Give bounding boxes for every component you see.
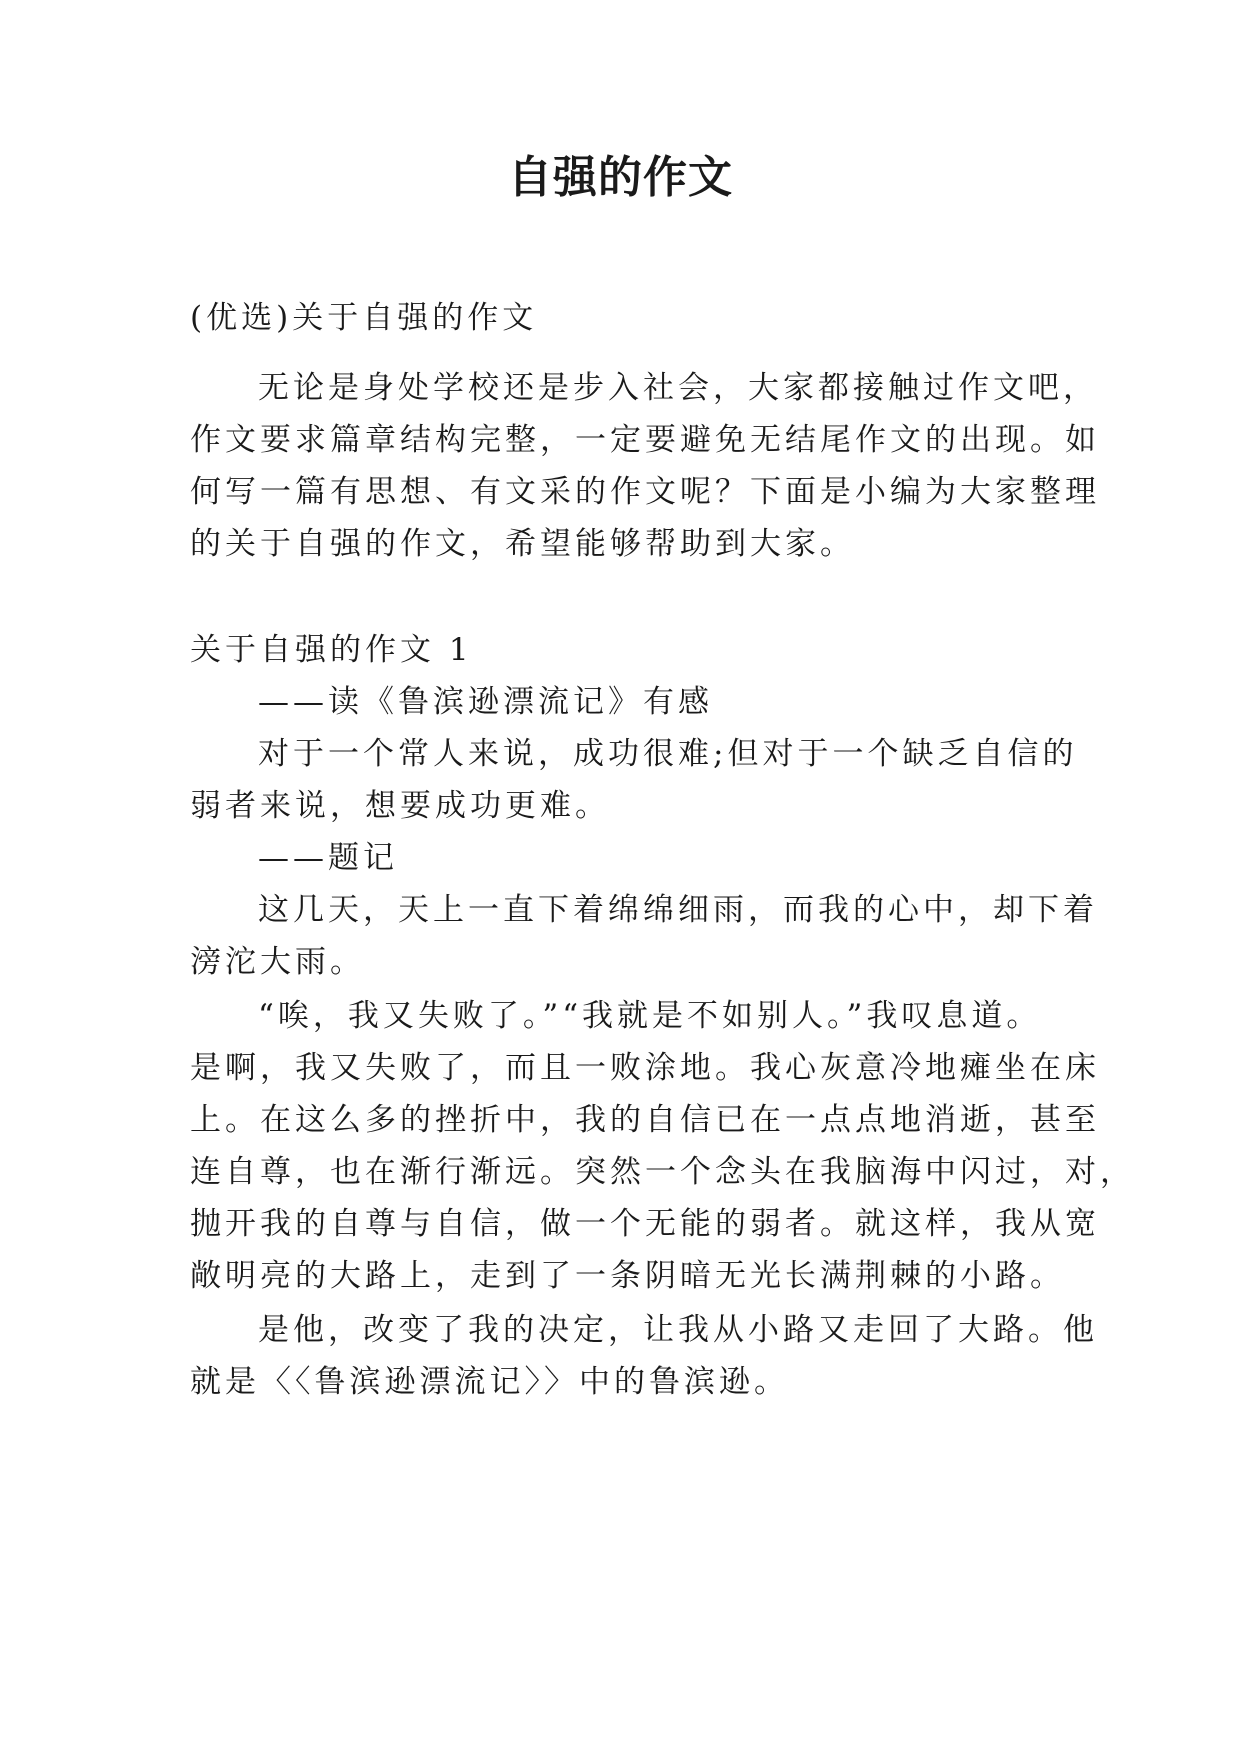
- section-heading: 关于自强的作文 1: [190, 632, 473, 668]
- paragraph-3-line-2: 就是〈〈鲁滨逊漂流记〉〉中的鲁滨逊。: [190, 1364, 789, 1400]
- paragraph-2-line-5: 抛开我的自尊与自信，做一个无能的弱者。就这样，我从宽: [190, 1206, 1100, 1242]
- section-subtitle: ——读《鲁滨逊漂流记》有感: [258, 684, 713, 720]
- intro-line-4: 的关于自强的作文，希望能够帮助到大家。: [190, 526, 855, 562]
- paragraph-1-line-2: 滂沱大雨。: [190, 944, 365, 980]
- intro-line-1: 无论是身处学校还是步入社会，大家都接触过作文吧，: [258, 370, 1098, 406]
- intro-line-3: 何写一篇有思想、有文采的作文呢？下面是小编为大家整理: [190, 474, 1100, 510]
- epigraph-line-2: 弱者来说，想要成功更难。: [190, 788, 610, 824]
- document-title: 自强的作文: [508, 152, 733, 203]
- epigraph-line-1: 对于一个常人来说，成功很难;但对于一个缺乏自信的: [258, 736, 1078, 772]
- epigraph-source: ——题记: [258, 840, 398, 876]
- paragraph-2-line-3: 上。在这么多的挫折中，我的自信已在一点点地消逝，甚至: [190, 1102, 1100, 1138]
- paragraph-2-line-1: “唉，我又失败了。”“我就是不如别人。”我叹息道。: [258, 998, 1042, 1034]
- paragraph-3-line-1: 是他，改变了我的决定，让我从小路又走回了大路。他: [258, 1312, 1098, 1348]
- paragraph-2-line-6: 敞明亮的大路上，走到了一条阴暗无光长满荆棘的小路。: [190, 1258, 1065, 1294]
- document-subtitle: (优选)关于自强的作文: [190, 300, 538, 336]
- paragraph-1-line-1: 这几天，天上一直下着绵绵细雨，而我的心中，却下着: [258, 892, 1098, 928]
- paragraph-2-line-4: 连自尊，也在渐行渐远。突然一个念头在我脑海中闪过，对，: [190, 1154, 1135, 1190]
- paragraph-2-line-2: 是啊，我又失败了，而且一败涂地。我心灰意冷地瘫坐在床: [190, 1050, 1100, 1086]
- intro-line-2: 作文要求篇章结构完整，一定要避免无结尾作文的出现。如: [190, 422, 1100, 458]
